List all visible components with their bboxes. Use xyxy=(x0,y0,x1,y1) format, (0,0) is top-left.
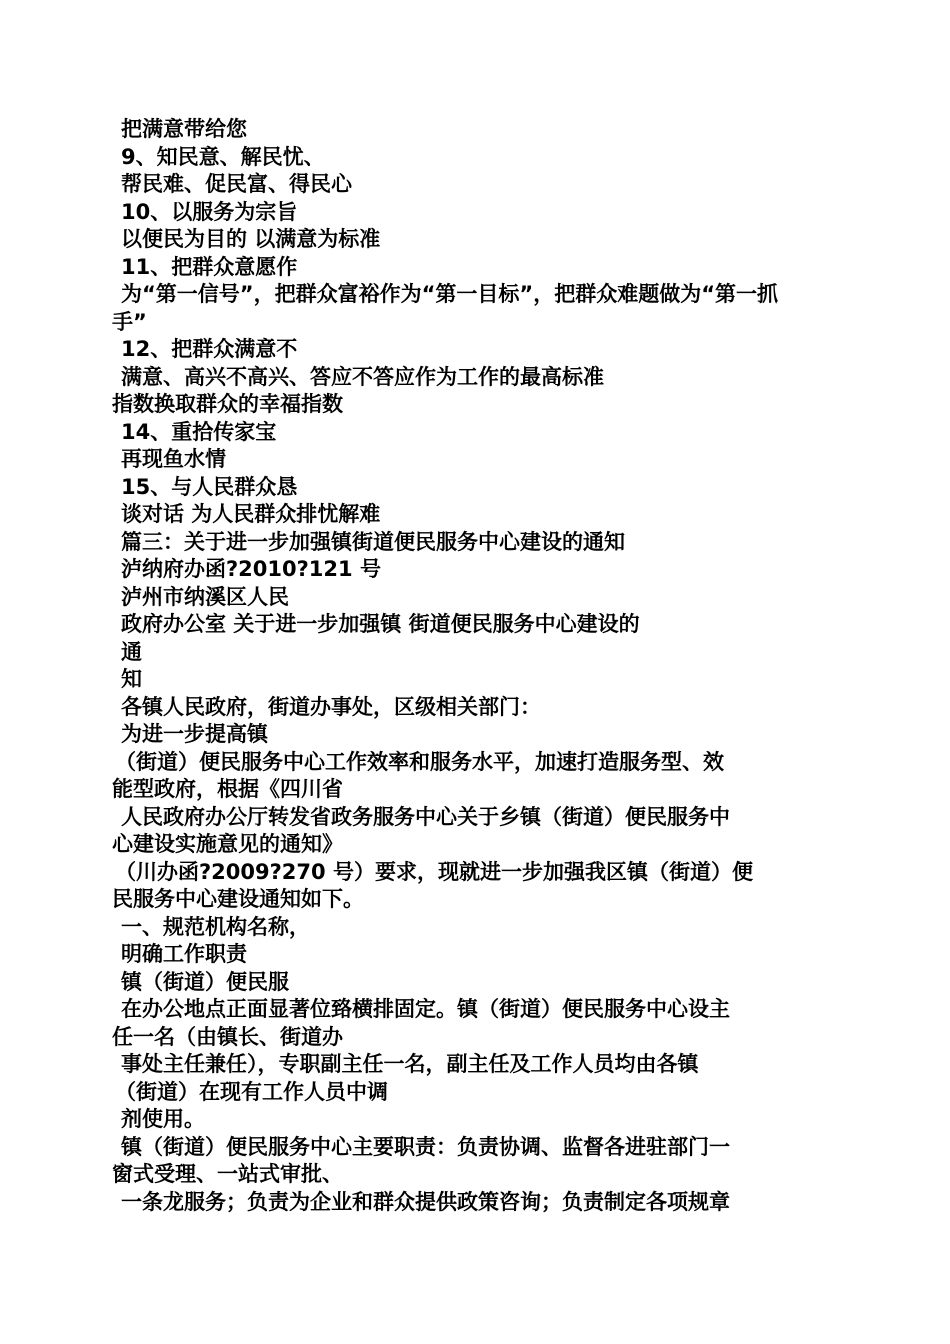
text-line: 心建设实施意见的通知》 xyxy=(112,832,343,856)
text-line: 11、把群众意愿作 xyxy=(121,254,298,279)
text-line: （川办函?2009?270 号）要求，现就进一步加强我区镇（街道）便 xyxy=(115,859,753,884)
text-line: 10、以服务为宗旨 xyxy=(121,199,298,224)
text-line: 泸纳府办函?2010?121 号 xyxy=(121,557,381,581)
text-line: 任一名（由镇长、街道办 xyxy=(112,1024,343,1049)
text-line: 剂使用。 xyxy=(121,1107,205,1131)
text-line: 知 xyxy=(121,667,142,691)
text-line: 一条龙服务；负责为企业和群众提供政策咨询；负责制定各项规章 xyxy=(121,1189,730,1214)
text-line: （街道）便民服务中心工作效率和服务水平，加速打造服务型、效 xyxy=(115,749,724,774)
text-line: （街道）在现有工作人员中调 xyxy=(115,1079,388,1104)
text-line: 12、把群众满意不 xyxy=(121,337,298,361)
text-line: 篇三：关于进一步加强镇街道便民服务中心建设的通知 xyxy=(121,529,625,554)
text-line: 民服务中心建设通知如下。 xyxy=(112,887,364,911)
text-line: 14、重拾传家宝 xyxy=(121,419,277,444)
text-line: 把满意带给您 xyxy=(121,117,247,141)
text-line: 能型政府，根据《四川省 xyxy=(112,777,343,801)
text-line: 再现鱼水情 xyxy=(121,447,226,471)
text-line: 一、规范机构名称， xyxy=(121,914,310,939)
text-line: 以便民为目的 以满意为标准 xyxy=(121,227,381,251)
text-line: 事处主任兼任），专职副主任一名，副主任及工作人员均由各镇 xyxy=(121,1052,699,1076)
text-line: 镇（街道）便民服务中心主要职责：负责协调、监督各进驻部门一 xyxy=(121,1134,730,1159)
text-line: 明确工作职责 xyxy=(121,942,247,966)
text-line: 政府办公室 关于进一步加强镇 街道便民服务中心建设的 xyxy=(121,612,640,636)
text-line: 手” xyxy=(112,309,147,334)
text-line: 指数换取群众的幸福指数 xyxy=(112,392,343,416)
text-line: 人民政府办公厅转发省政务服务中心关于乡镇（街道）便民服务中 xyxy=(121,804,730,829)
text-line: 为进一步提高镇 xyxy=(121,722,268,746)
text-line: 满意、高兴不高兴、答应不答应作为工作的最高标准 xyxy=(121,364,604,389)
text-line: 谈对话 为人民群众排忧解难 xyxy=(121,502,381,526)
text-line: 9、知民意、解民忧、 xyxy=(121,144,325,169)
text-line: 在办公地点正面显著位臵横排固定。镇（街道）便民服务中心设主 xyxy=(121,997,730,1021)
text-line: 通 xyxy=(121,639,142,664)
text-line: 帮民难、促民富、得民心 xyxy=(121,172,352,196)
text-line: 15、与人民群众恳 xyxy=(121,474,298,499)
text-line: 泸州市纳溪区人民 xyxy=(121,584,289,609)
text-line: 为“第一信号”，把群众富裕作为“第一目标”，把群众难题做为“第一抓 xyxy=(121,282,779,306)
text-line: 窗式受理、一站式审批、 xyxy=(112,1162,343,1186)
text-line: 镇（街道）便民服 xyxy=(121,969,289,994)
document-body xyxy=(112,116,842,1216)
text-line: 各镇人民政府，街道办事处，区级相关部门： xyxy=(121,694,541,719)
